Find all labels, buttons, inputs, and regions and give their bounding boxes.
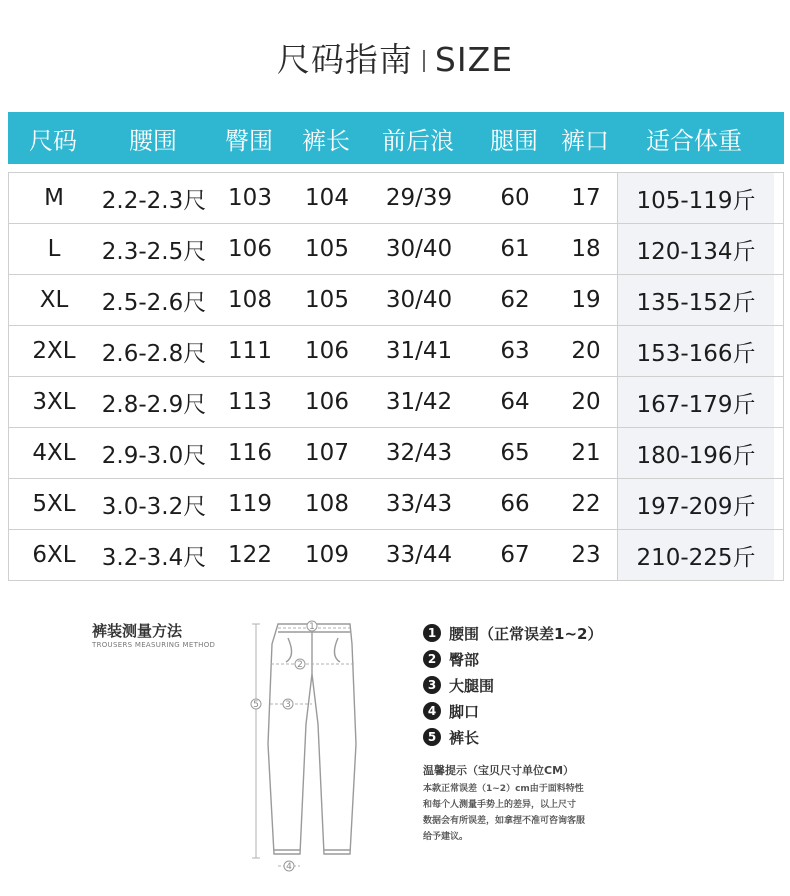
cell-weight: 197-209斤	[617, 479, 774, 529]
marker-2: 2	[297, 660, 303, 670]
cell-hip: 106	[228, 236, 272, 262]
cell-hip: 113	[228, 389, 272, 415]
number-badge-icon: 1	[423, 624, 441, 642]
header-thigh: 腿围	[490, 126, 538, 155]
header-size: 尺码	[29, 126, 77, 155]
cell-length: 107	[305, 440, 349, 466]
number-badge-icon: 2	[423, 650, 441, 668]
legend-item	[423, 646, 602, 672]
tips-line: 本款正常误差（1~2）cm由于面料特性	[423, 784, 584, 794]
number-badge-icon: 4	[423, 702, 441, 720]
header-hem: 裤口	[561, 126, 609, 155]
legend-item	[423, 620, 602, 646]
cell-thigh: 60	[500, 185, 530, 211]
cell-hem: 18	[571, 236, 601, 262]
marker-5: 5	[253, 700, 259, 710]
legend-label: 脚口	[449, 702, 480, 721]
header-rise: 前后浪	[382, 126, 454, 155]
size-table	[8, 112, 784, 581]
cell-waist: 2.9-3.0尺	[101, 442, 207, 469]
cell-hem: 20	[571, 389, 601, 415]
cell-rise: 29/39	[385, 185, 453, 211]
cell-length: 104	[305, 185, 349, 211]
number-badge-icon: 3	[423, 676, 441, 694]
cell-thigh: 64	[500, 389, 530, 415]
table-row	[9, 173, 783, 224]
cell-hip: 119	[228, 491, 272, 517]
cell-rise: 33/44	[385, 542, 453, 568]
legend-label: 大腿围	[449, 676, 495, 695]
tips-line: 给予建议。	[423, 832, 469, 842]
table-row	[9, 224, 783, 275]
cell-thigh: 62	[500, 287, 530, 313]
cell-hip: 103	[228, 185, 272, 211]
title-cn: 尺码指南	[276, 40, 413, 79]
measuring-subtitle: TROUSERS MEASURING METHOD	[92, 641, 216, 649]
cell-size: M	[44, 185, 64, 211]
cell-weight: 180-196斤	[617, 428, 774, 478]
cell-waist: 3.2-3.4尺	[101, 544, 207, 571]
cell-rise: 31/41	[385, 338, 453, 364]
marker-4: 4	[286, 862, 292, 872]
cell-rise: 30/40	[385, 236, 453, 262]
marker-3: 3	[285, 700, 291, 710]
marker-1: 1	[309, 622, 315, 632]
cell-hip: 108	[228, 287, 272, 313]
measuring-section	[0, 596, 790, 896]
cell-waist: 2.8-2.9尺	[101, 391, 207, 418]
legend-item	[423, 724, 602, 750]
cell-waist: 2.2-2.3尺	[101, 187, 207, 214]
cell-size: 5XL	[32, 491, 76, 517]
cell-thigh: 67	[500, 542, 530, 568]
cell-thigh: 65	[500, 440, 530, 466]
cell-waist: 2.6-2.8尺	[101, 340, 207, 367]
title-separator	[423, 50, 425, 72]
table-row	[9, 326, 783, 377]
tips-line: 数据会有所误差，如拿捏不准可咨询客服	[423, 816, 586, 826]
header-hip: 臀围	[225, 126, 273, 155]
cell-size: 3XL	[32, 389, 76, 415]
legend-label: 裤长	[449, 728, 480, 747]
cell-size: 4XL	[32, 440, 76, 466]
cell-rise: 31/42	[385, 389, 453, 415]
legend-item	[423, 698, 602, 724]
measuring-legend	[423, 620, 602, 750]
table-row	[9, 530, 783, 581]
cell-size: L	[47, 236, 61, 262]
header-weight: 适合体重	[646, 126, 742, 155]
trousers-diagram	[238, 604, 388, 874]
cell-size: 2XL	[32, 338, 76, 364]
cell-hem: 22	[571, 491, 601, 517]
table-row	[9, 428, 783, 479]
cell-thigh: 61	[500, 236, 530, 262]
cell-hem: 19	[571, 287, 601, 313]
cell-length: 105	[305, 236, 349, 262]
cell-hip: 116	[228, 440, 272, 466]
table-row	[9, 275, 783, 326]
cell-hip: 111	[228, 338, 272, 364]
cell-thigh: 63	[500, 338, 530, 364]
legend-label: 臀部	[449, 650, 480, 669]
cell-length: 109	[305, 542, 349, 568]
cell-length: 106	[305, 338, 349, 364]
tips-box	[423, 762, 643, 845]
cell-weight: 167-179斤	[617, 377, 774, 427]
measuring-title: 裤装测量方法	[92, 622, 183, 640]
legend-item	[423, 672, 602, 698]
cell-hip: 122	[228, 542, 272, 568]
header-waist: 腰围	[129, 126, 177, 155]
title-en: SIZE	[434, 40, 514, 79]
size-table-header	[8, 112, 784, 164]
cell-weight: 153-166斤	[617, 326, 774, 376]
number-badge-icon: 5	[423, 728, 441, 746]
tips-title: 温馨提示（宝贝尺寸单位CM）	[423, 764, 575, 777]
cell-waist: 2.3-2.5尺	[101, 238, 207, 265]
header-length: 裤长	[302, 126, 350, 155]
cell-waist: 2.5-2.6尺	[101, 289, 207, 316]
cell-rise: 30/40	[385, 287, 453, 313]
cell-weight: 120-134斤	[617, 224, 774, 274]
cell-thigh: 66	[500, 491, 530, 517]
table-row	[9, 377, 783, 428]
table-row	[9, 479, 783, 530]
cell-hem: 21	[571, 440, 601, 466]
cell-weight: 135-152斤	[617, 275, 774, 325]
cell-hem: 17	[571, 185, 601, 211]
page-title	[0, 34, 790, 81]
cell-weight: 105-119斤	[617, 173, 774, 223]
cell-waist: 3.0-3.2尺	[101, 493, 207, 520]
tips-line: 和每个人测量手势上的差异，以上尺寸	[423, 800, 577, 810]
cell-size: XL	[39, 287, 69, 313]
legend-label: 腰围（正常误差1~2）	[449, 624, 603, 643]
cell-hem: 20	[571, 338, 601, 364]
cell-rise: 32/43	[385, 440, 453, 466]
cell-weight: 210-225斤	[617, 530, 774, 580]
cell-hem: 23	[571, 542, 601, 568]
size-table-body	[8, 172, 784, 581]
cell-length: 108	[305, 491, 349, 517]
cell-size: 6XL	[32, 542, 76, 568]
cell-length: 106	[305, 389, 349, 415]
cell-length: 105	[305, 287, 349, 313]
cell-rise: 33/43	[385, 491, 453, 517]
